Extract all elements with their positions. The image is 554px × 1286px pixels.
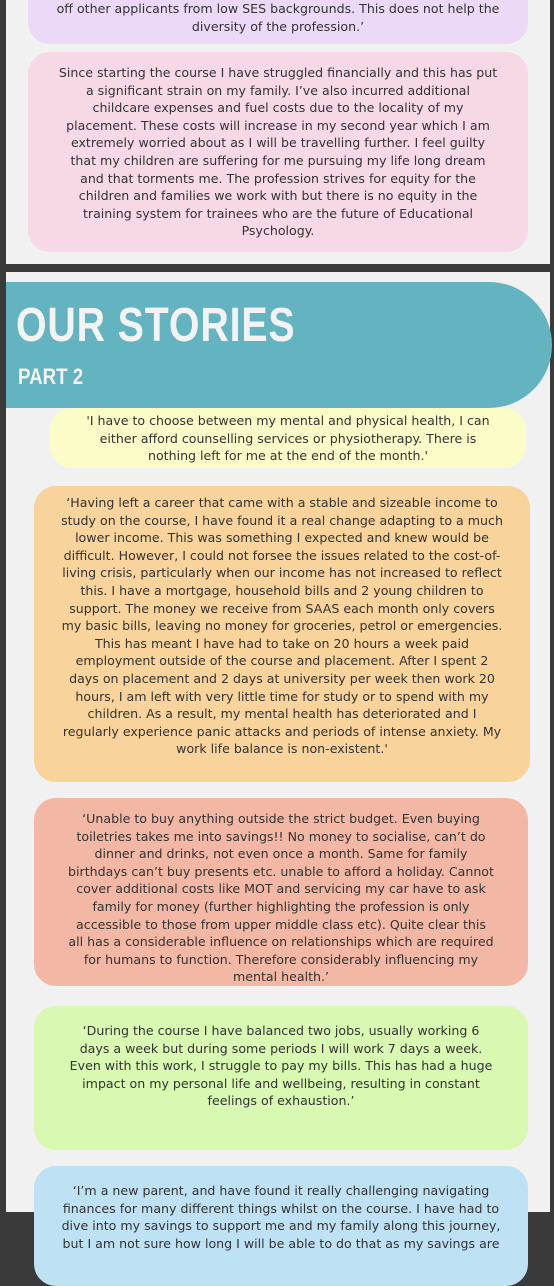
quote-line: this. I have a mortgage, household bills and 2 young children to <box>80 582 484 598</box>
banner-subtitle: PART 2 <box>18 364 84 389</box>
quote-line: for humans to function. Therefore considerably influencing my <box>83 951 479 967</box>
quote-line: days a week but during some periods I will work 7 days a week. <box>79 1040 483 1056</box>
quote-line: ‘During the course I have balanced two jobs, usually working 6 <box>82 1023 480 1038</box>
quote-line: toiletries takes me into savings!! No money to socialise, can’t do <box>76 828 486 844</box>
quote-line: Since starting the course I have struggled financially and this has put <box>58 65 498 80</box>
quote-line: dive into my savings to support me and my family along this journey, <box>61 1218 501 1234</box>
quote-line: ‘Having left a career that came with a stable and sizeable income to <box>66 495 498 510</box>
quote-line: study on the course, I have found it a real change adapting to a much <box>61 512 503 528</box>
quote-line: my basic bills, leaving no money for groceries, petrol or emergencies. <box>61 618 503 634</box>
document-page-top <box>6 0 550 264</box>
quote-card-two-jobs <box>34 1006 528 1150</box>
quote-line: ‘I’m a new parent, and have found it really challenging navigating <box>72 1183 490 1198</box>
quote-line: diversity of the profession.’ <box>191 18 365 34</box>
section-banner <box>6 282 552 408</box>
quote-line: childcare expenses and fuel costs due to the locality of my <box>92 100 464 116</box>
quote-card-career <box>34 486 530 782</box>
quote-line: feelings of exhaustion.’ <box>207 1093 355 1109</box>
quote-card-new-parent <box>34 1166 528 1286</box>
quote-line: but I am not sure how long I will be able to do that as my savings are <box>62 1235 500 1251</box>
quote-line: family for money (further highlighting the profession is only <box>92 898 470 914</box>
quote-line: off other applicants from low SES backgrounds. This does not help the <box>56 1 500 16</box>
quote-line: children and families we work with but there is no equity in the <box>78 188 478 204</box>
quote-line: Even with this work, I struggle to pay my bills. This has had a huge <box>69 1058 493 1074</box>
quote-line: regularly experience panic attacks and periods of intense anxiety. My <box>62 723 502 739</box>
quote-line: Psychology. <box>241 223 315 239</box>
quote-line: either afford counselling services or physiotherapy. There is <box>99 430 477 446</box>
quote-line: finances for many different things whilst on the course. I have had to <box>62 1200 500 1216</box>
quote-line: extremely worried about as I will be travelling further. I feel guilty <box>70 135 486 151</box>
quote-line: accessible to those from upper middle class etc). Quite clear this <box>76 916 486 932</box>
quote-line: hours, I am left with very little time for study or to spend with my <box>75 688 489 704</box>
quote-line: impact on my personal life and wellbeing, resulting in constant <box>82 1075 480 1091</box>
quote-line: birthdays can’t buy presents etc. unable to afford a holiday. Cannot <box>68 863 494 879</box>
quote-card-budget <box>34 798 528 986</box>
quote-line: This has meant I have had to take on 20 hours a week paid <box>94 635 470 651</box>
quote-line: a significant strain on my family. I’ve also incurred additional <box>85 82 471 98</box>
quote-line: difficult. However, I could not forsee the issues related to the cost-of- <box>63 547 501 563</box>
quote-line: living crisis, particularly when our income has not increased to reflect <box>62 565 502 581</box>
quote-line: employment outside of the course and placement. After I spent 2 <box>75 653 489 669</box>
quote-line: all has a considerable influence on relationships which are required <box>68 934 494 950</box>
quote-card-financial-strain <box>28 52 528 252</box>
quote-line: training system for trainees who are the future of Educational <box>82 205 474 221</box>
quote-line: and that torments me. The profession strives for equity for the <box>80 170 476 186</box>
quote-line: mental health.’ <box>232 969 330 985</box>
quote-line: 'I have to choose between my mental and physical health, I can <box>86 413 490 428</box>
quote-line: support. The money we receive from SAAS each month only covers <box>69 600 495 616</box>
document-page-bottom <box>6 272 550 1251</box>
quote-line: placement. These costs will increase in my second year which I am <box>66 117 490 133</box>
quote-line: nothing left for me at the end of the month.' <box>147 448 429 464</box>
quote-card-diversity <box>28 0 528 44</box>
quote-line: dinner and drinks, not even once a month. Same for family <box>94 846 468 862</box>
quote-line: cover additional costs like MOT and servicing my car have to ask <box>76 881 486 897</box>
quote-card-health <box>50 408 526 468</box>
quote-line: lower income. This was something I expected and knew would be <box>75 530 489 546</box>
quote-line: that my children are suffering for me pursuing my life long dream <box>70 152 486 168</box>
quote-line: ‘Unable to buy anything outside the strict budget. Even buying <box>82 811 480 826</box>
quote-line: days on placement and 2 days at university per week then work 20 <box>69 670 495 686</box>
quote-line: children. As a result, my mental health has deteriorated and I <box>87 706 477 722</box>
quote-line: work life balance is non-existent.' <box>176 741 388 757</box>
banner-title: OUR STORIES <box>16 299 296 352</box>
